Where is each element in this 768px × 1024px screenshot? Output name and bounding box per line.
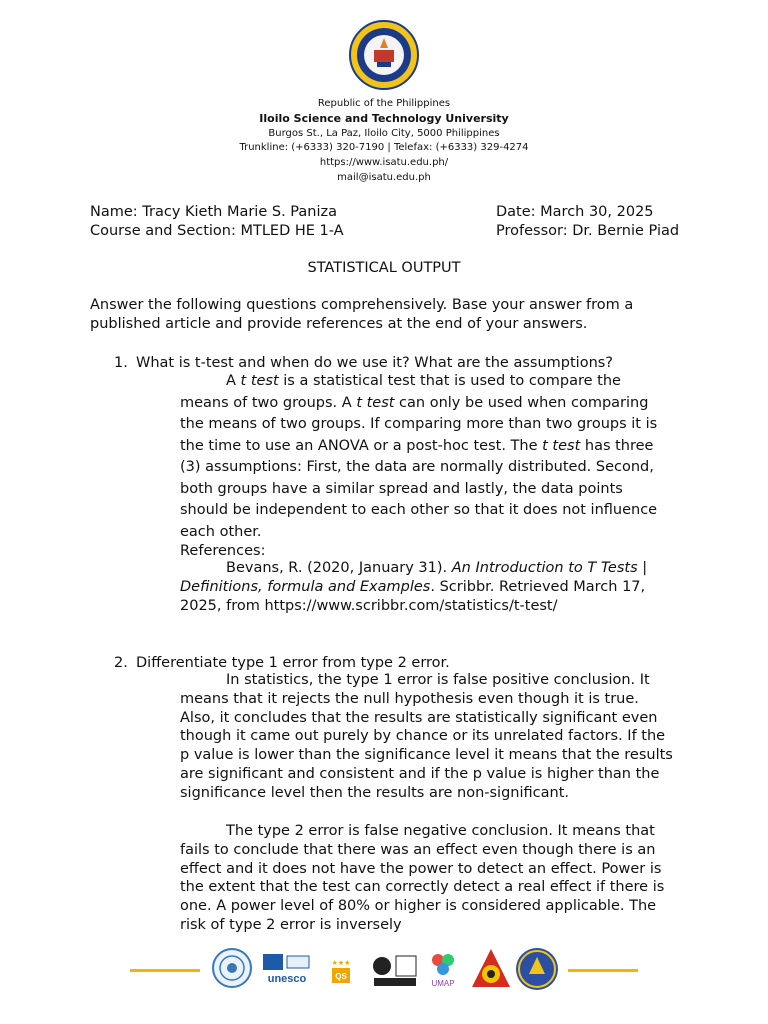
q1-reference: Bevans, R. (2020, January 31). An Introduction to T Tests | Definitions, formula and Examples. Scribbr. Retrieved March 17, 2025, from https://www.scribbr.com/statistics/t-test/ bbox=[180, 560, 648, 614]
footer-left-line bbox=[130, 969, 200, 972]
q2-number: 2. bbox=[114, 655, 128, 671]
college-emblem-logo bbox=[470, 947, 512, 991]
date: Date: March 30, 2025 bbox=[496, 204, 654, 220]
q1-question: What is t-test and when do we use it? What are the assumptions? bbox=[136, 355, 614, 371]
svg-text:unesco: unesco bbox=[267, 973, 307, 985]
course-section: Course and Section: MTLED HE 1-A bbox=[90, 223, 344, 239]
footer-right-line bbox=[568, 969, 638, 972]
t-test-term: t test bbox=[240, 373, 279, 389]
isatu-round-logo bbox=[212, 948, 252, 988]
header-phones: Trunkline: (+6333) 320-7190 | Telefax: (+6333) 329-4274 bbox=[239, 142, 529, 153]
qs-stars-logo bbox=[328, 955, 354, 985]
q1-answer: A t test is a statistical test that is used to compare the means of two groups. A t test can only be used when comparing the means of two groups. If comparing more than two groups it is the time to use an ANOVA or a post-hoc test. The t test has three (3) assumptions: First, the data are normally distributed. Second, both groups have a similar spread and lastly, the data points should be independent to each other so that it does not influence each other. bbox=[180, 373, 658, 540]
professor: Professor: Dr. Bernie Piad bbox=[496, 223, 680, 239]
iso-certification-logo bbox=[370, 952, 420, 988]
student-name: Name: Tracy Kieth Marie S. Paniza bbox=[90, 204, 337, 220]
unesco-logo bbox=[262, 953, 312, 987]
svg-text:UMAP: UMAP bbox=[431, 979, 455, 988]
university-seal-logo bbox=[349, 20, 419, 90]
header-university: Iloilo Science and Technology University bbox=[259, 112, 509, 125]
q2-paragraph-2: The type 2 error is false negative conclusion. It means that fails to conclude that there was an effect even though there is an effect and it does not have the power to detect an effect. Power is the extent that the test can correctly detect a real effect if there is one. A power level of 80% or higher is considered applicable. The risk of type 2 error is inversely bbox=[180, 823, 665, 933]
q1-references-label: References: bbox=[180, 543, 266, 559]
svg-text:★★★: ★★★ bbox=[331, 959, 351, 967]
header-email[interactable]: mail@isatu.edu.ph bbox=[337, 172, 431, 183]
header-country: Republic of the Philippines bbox=[317, 98, 451, 109]
document-title: STATISTICAL OUTPUT bbox=[307, 260, 461, 276]
q2-paragraph-1: In statistics, the type 1 error is false positive conclusion. It means that it rejects the null hypothesis even though it is true. Also, it concludes that the results are statistically significant even though it came out purely by chance or its unrelated factors. If the p value is lower than the significance level it means that the results are significant and consistent and if the p value is higher than the significance level then the results are non-significant. bbox=[180, 672, 673, 801]
umap-logo bbox=[428, 950, 458, 990]
header-address: Burgos St., La Paz, Iloilo City, 5000 Philippines bbox=[268, 128, 500, 139]
instructions: Answer the following questions comprehensively. Base your answer from a published article and provide references at the end of your answers. bbox=[90, 297, 634, 332]
q1-number: 1. bbox=[114, 355, 128, 371]
svg-text:QS: QS bbox=[335, 972, 347, 981]
q2-question: Differentiate type 1 error from type 2 error. bbox=[136, 655, 450, 671]
phoenix-badge-logo bbox=[516, 948, 558, 990]
header-website[interactable]: https://www.isatu.edu.ph/ bbox=[319, 157, 449, 168]
